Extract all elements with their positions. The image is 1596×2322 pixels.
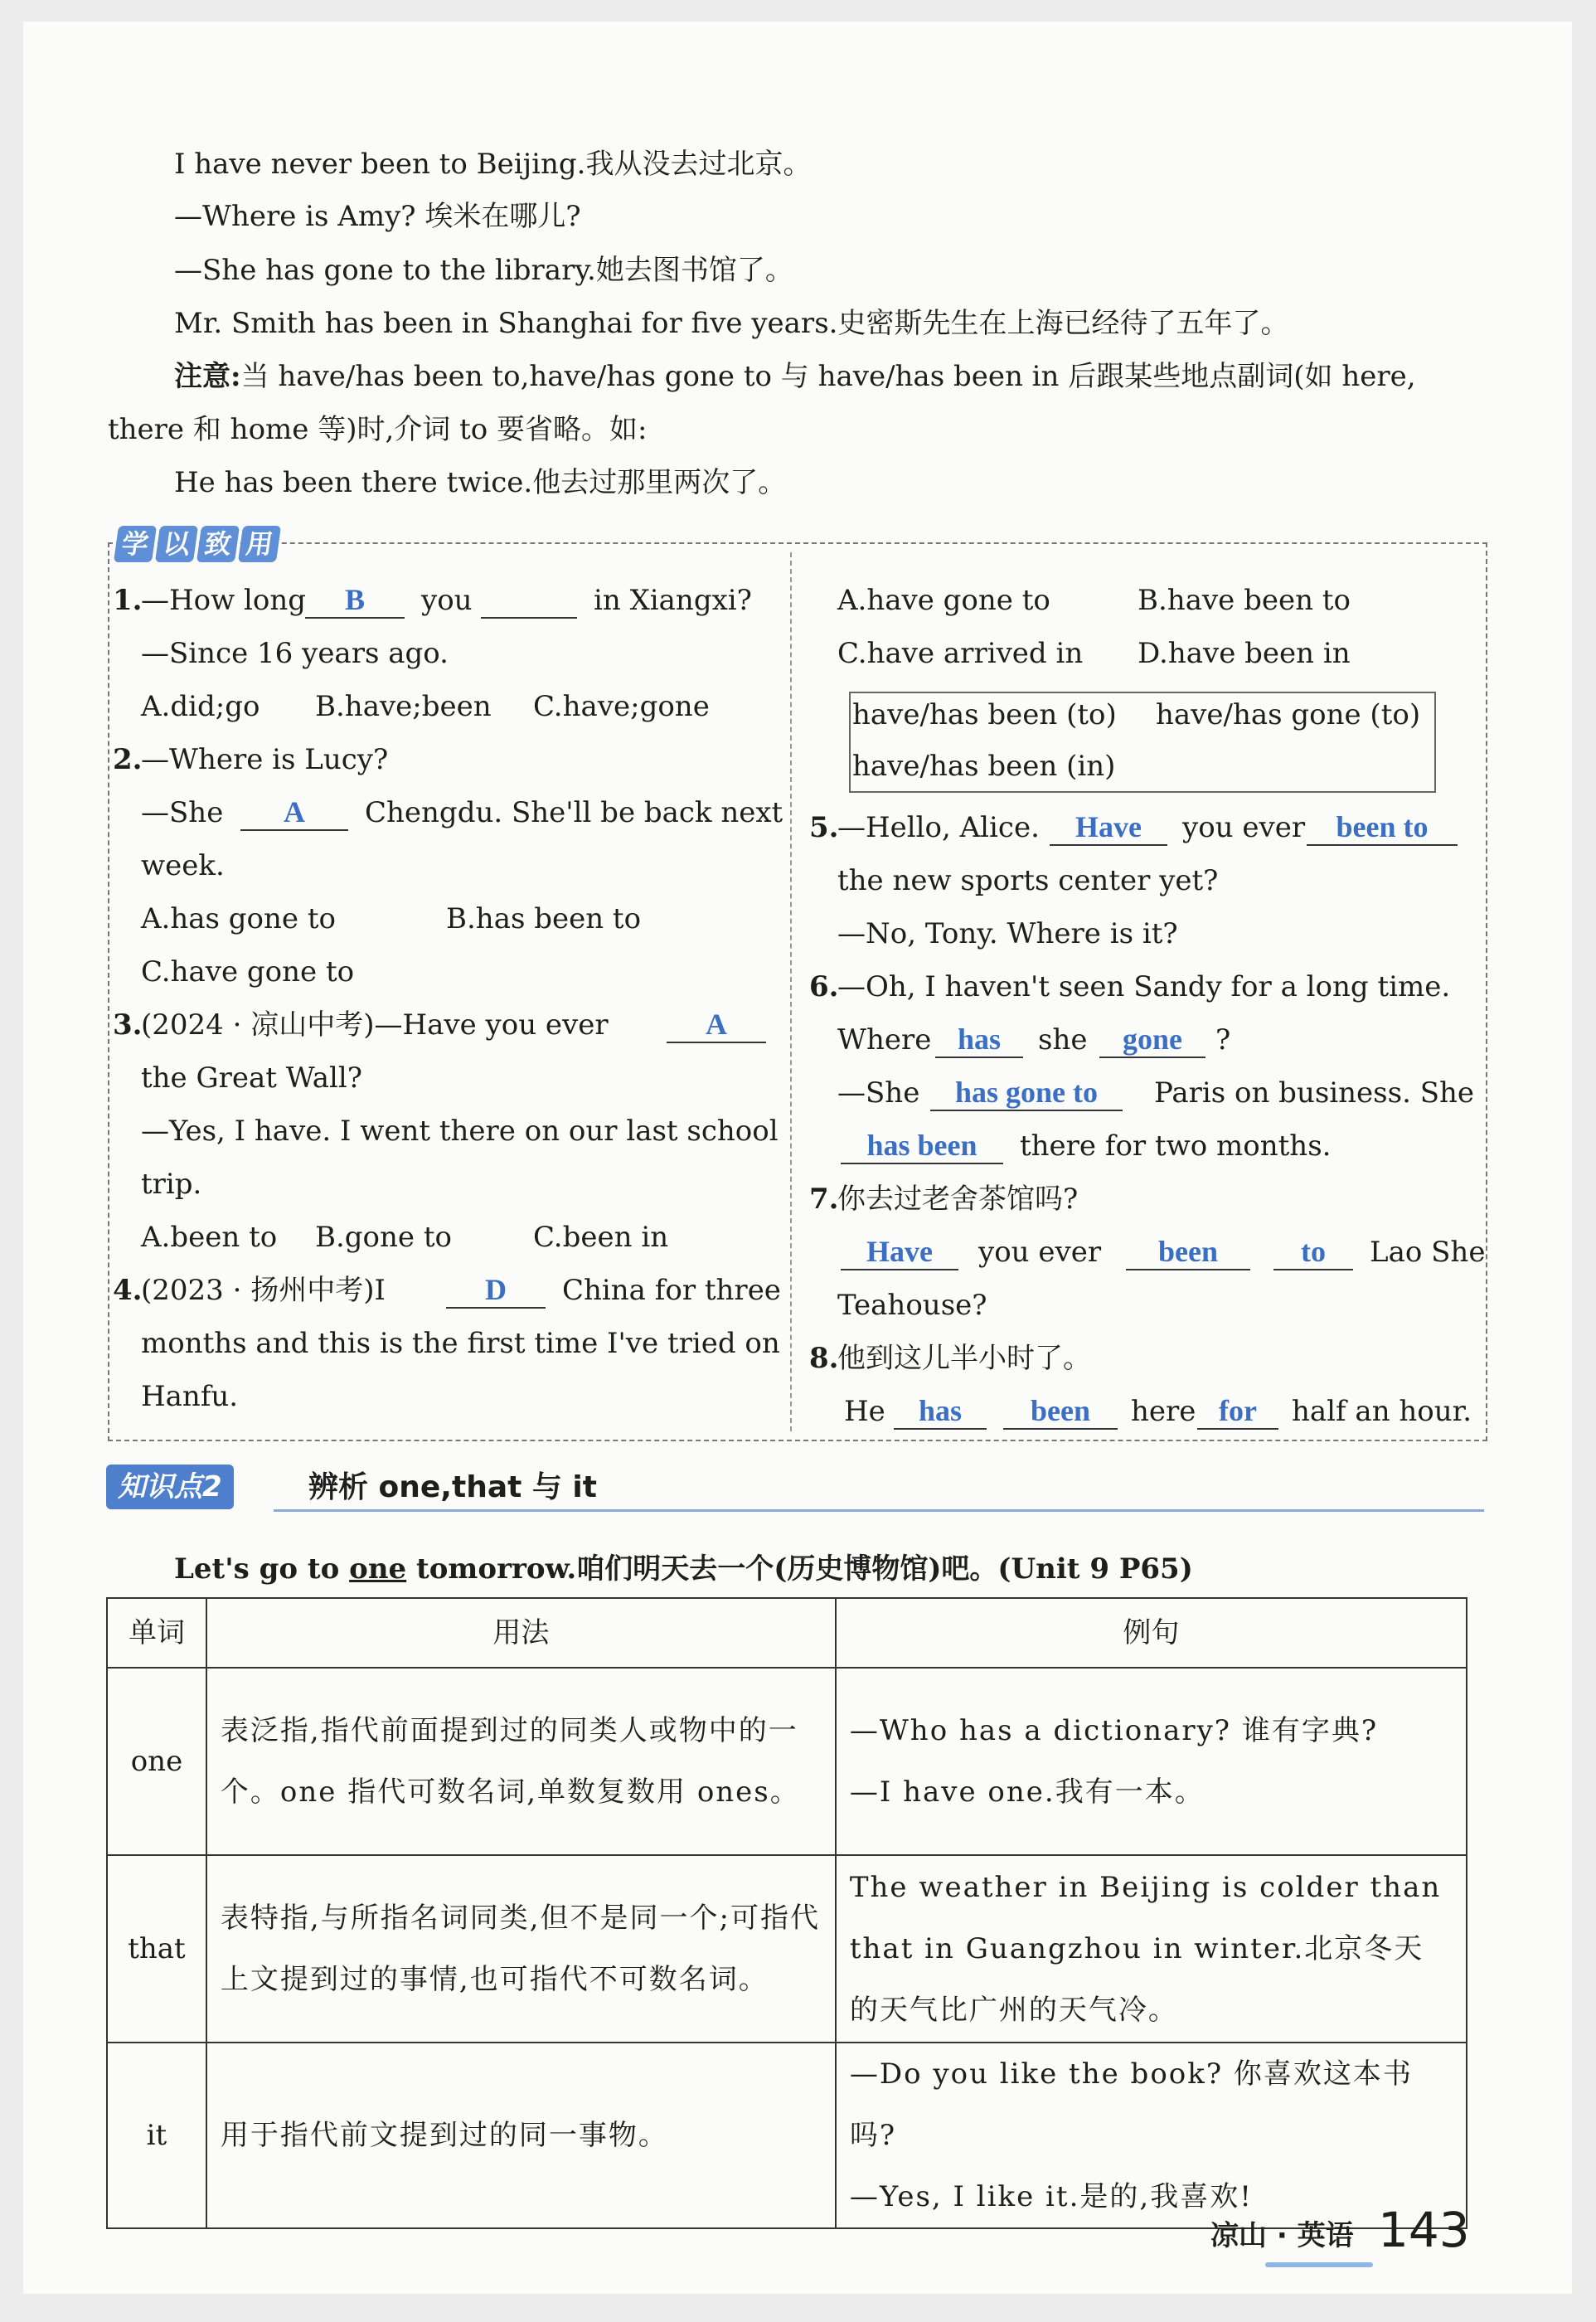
- practice-tag-char: 学: [114, 526, 157, 562]
- word-cell: one: [107, 1668, 206, 1855]
- header-usage: 用法: [206, 1598, 836, 1668]
- q5-text-a: —Hello, Alice.: [837, 811, 1040, 844]
- q3-line-4: trip.: [141, 1168, 202, 1201]
- q4-option-a: A.have gone to: [837, 584, 1050, 617]
- example-cell: [836, 1668, 1467, 1855]
- comparison-table: [106, 1597, 1467, 2229]
- intro-line-3: —She has gone to the library.她去图书馆了。: [174, 254, 793, 287]
- q4-line-2: months and this is the first time I've tried on: [141, 1327, 780, 1360]
- knowledge-title: 辨析 one,that 与 it: [308, 1470, 597, 1504]
- example-line-2: —I have one.我有一本。: [849, 1776, 1205, 1809]
- q1-text-c: in Xiangxi?: [594, 584, 752, 617]
- knowledge-point-tag: 知识点2: [106, 1465, 234, 1509]
- q5-blank-1[interactable]: [1050, 808, 1167, 846]
- example-line-1: The weather in Beijing is colder than that in Guangzhou in winter.北京冬天的天气比广州的天气冷。: [849, 1871, 1442, 2027]
- table-header-row: [107, 1598, 1467, 1668]
- practice-tag-char: 用: [238, 526, 281, 562]
- q8-line-1: 他到这儿半小时了。: [837, 1342, 1091, 1375]
- q1-option-c: C.have;gone: [533, 690, 710, 723]
- q2-text-b: Chengdu. She'll be back next: [365, 796, 783, 829]
- q4-option-d: D.have been in: [1138, 637, 1351, 670]
- word-cell: it: [107, 2043, 206, 2228]
- q8-text-a: He: [844, 1395, 885, 1428]
- example-cell: [836, 2043, 1467, 2228]
- q8-blank-1[interactable]: [894, 1392, 987, 1430]
- q2-option-c: C.have gone to: [141, 955, 355, 989]
- q8-text-b: here: [1131, 1395, 1196, 1428]
- q2-text-a: —She: [141, 796, 224, 829]
- q1-option-a: A.did;go: [141, 690, 260, 723]
- q7-answer-3: to: [1301, 1235, 1326, 1268]
- footer-accent: [1265, 2262, 1373, 2267]
- q2-line-3: week.: [141, 849, 225, 882]
- q2-line-1: —Where is Lucy?: [141, 743, 389, 776]
- q6-text-c: ?: [1215, 1023, 1231, 1057]
- q3-number: 3.: [113, 1008, 143, 1042]
- usage-cell: 用于指代前文提到过的同一事物。: [206, 2043, 836, 2228]
- q7-blank-1[interactable]: [841, 1232, 958, 1270]
- usage-cell: 表泛指,指代前面提到过的同类人或物中的一个。one 指代可数名词,单数复数用 ones。: [206, 1668, 836, 1855]
- q1-blank-2[interactable]: [481, 580, 577, 619]
- q3-blank[interactable]: [667, 1005, 766, 1043]
- q1-option-b: B.have;been: [315, 690, 492, 723]
- tip-row-1a: have/has been (to): [852, 698, 1117, 731]
- q3-option-b: B.gone to: [315, 1221, 452, 1254]
- q8-answer-1: has: [918, 1394, 963, 1427]
- q1-blank-1[interactable]: [305, 580, 405, 619]
- knowledge-example-b: tomorrow.咱们明天去一个(历史博物馆)吧。(Unit 9 P65): [416, 1552, 1193, 1586]
- q5-blank-2[interactable]: [1307, 808, 1458, 846]
- knowledge-example-one: one: [349, 1552, 407, 1586]
- note-label: 注意:: [174, 360, 241, 393]
- q1-text-a: —How long: [141, 584, 307, 617]
- practice-tag-char: 以: [155, 526, 198, 562]
- word-cell: that: [107, 1855, 206, 2043]
- q8-answer-2: been: [1031, 1394, 1090, 1427]
- knowledge-example: [174, 1551, 1193, 1587]
- q4-line-3: Hanfu.: [141, 1380, 239, 1413]
- q6-line-1: —Oh, I haven't seen Sandy for a long time.: [837, 970, 1451, 1003]
- q6-text-e: Paris on business. She: [1154, 1076, 1475, 1110]
- q6-text-a: Where: [837, 1023, 932, 1057]
- q5-answer-1: Have: [1075, 810, 1142, 843]
- q6-blank-1[interactable]: [935, 1020, 1023, 1058]
- q6-text-f: there for two months.: [1020, 1129, 1332, 1163]
- q1-text-b: you: [421, 584, 473, 617]
- example-line-1: —Do you like the book? 你喜欢这本书吗?: [849, 2057, 1413, 2152]
- q4-number: 4.: [113, 1274, 143, 1307]
- intro-line-1: I have never been to Beijing.我从没去过北京。: [174, 148, 812, 181]
- q1-number: 1.: [113, 584, 143, 617]
- q7-blank-2[interactable]: [1126, 1232, 1250, 1270]
- knowledge-example-a: Let's go to: [174, 1552, 340, 1586]
- tip-row-2: have/has been (in): [852, 750, 1116, 783]
- q6-answer-2: gone: [1123, 1023, 1182, 1056]
- example-line-1: —Who has a dictionary? 谁有字典?: [849, 1714, 1379, 1747]
- usage-cell: 表特指,与所指名词同类,但不是同一个;可指代上文提到过的事情,也可指代不可数名词。: [206, 1855, 836, 2043]
- q3-option-c: C.been in: [533, 1221, 669, 1254]
- note-line-1: [174, 358, 1416, 395]
- q7-number: 7.: [809, 1183, 839, 1216]
- practice-tag: [116, 526, 279, 562]
- q6-blank-2[interactable]: [1099, 1020, 1205, 1058]
- q3-answer: A: [706, 1008, 727, 1041]
- q8-blank-2[interactable]: [1003, 1392, 1118, 1430]
- q1-line-2: —Since 16 years ago.: [141, 637, 449, 670]
- q7-blank-3[interactable]: [1273, 1232, 1353, 1270]
- q7-line-3: Teahouse?: [837, 1289, 987, 1322]
- intro-line-2: —Where is Amy? 埃米在哪儿?: [174, 200, 581, 233]
- q4-option-c: C.have arrived in: [837, 637, 1084, 670]
- q2-option-a: A.has gone to: [141, 902, 336, 935]
- footer-subject: 凉山 · 英语: [1210, 2219, 1354, 2252]
- header-word: 单词: [107, 1598, 206, 1668]
- table-row: [107, 1668, 1467, 1855]
- q5-line-2: the new sports center yet?: [837, 864, 1219, 897]
- page-number: 143: [1378, 2202, 1470, 2258]
- example-line-2: —Yes, I like it.是的,我喜欢!: [849, 2180, 1253, 2213]
- q2-answer: A: [284, 795, 305, 828]
- q3-line-2: the Great Wall?: [141, 1061, 363, 1095]
- q6-answer-1: has: [957, 1023, 1002, 1056]
- q5-text-b: you ever: [1182, 811, 1306, 844]
- q2-number: 2.: [113, 743, 143, 776]
- q4-option-b: B.have been to: [1138, 584, 1351, 617]
- q8-answer-3: for: [1219, 1394, 1257, 1427]
- q8-blank-3[interactable]: [1197, 1392, 1278, 1430]
- table-row: [107, 2043, 1467, 2228]
- q8-number: 8.: [809, 1342, 839, 1375]
- q5-number: 5.: [809, 811, 839, 844]
- q7-text-b: Lao She: [1370, 1236, 1486, 1269]
- q6-blank-3[interactable]: [930, 1073, 1123, 1111]
- q6-number: 6.: [809, 970, 839, 1003]
- workbook-page: [23, 22, 1572, 2294]
- q6-answer-3: has gone to: [954, 1076, 1099, 1109]
- intro-line-4: Mr. Smith has been in Shanghai for five years.史密斯先生在上海已经待了五年了。: [174, 307, 1289, 340]
- q6-blank-4[interactable]: [841, 1126, 1003, 1164]
- q1-answer-1: B: [344, 583, 365, 616]
- note-text-1: 当 have/has been to,have/has gone to 与 have/has been in 后跟某些地点副词(如 here,: [240, 360, 1416, 393]
- q3-text-a: (2024 · 凉山中考)—Have you ever: [141, 1008, 609, 1042]
- q8-text-c: half an hour.: [1292, 1395, 1472, 1428]
- q4-text-b: China for three: [562, 1274, 781, 1307]
- practice-tag-char: 致: [196, 526, 240, 562]
- q7-text-a: you ever: [978, 1236, 1102, 1269]
- q7-answer-2: been: [1158, 1235, 1218, 1268]
- q6-text-b: she: [1038, 1023, 1088, 1057]
- q5-answer-2: been to: [1336, 810, 1429, 843]
- q6-answer-4: has been: [866, 1129, 977, 1162]
- header-example: 例句: [836, 1598, 1467, 1668]
- q2-option-b: B.has been to: [446, 902, 642, 935]
- note-line-2: there 和 home 等)时,介词 to 要省略。如:: [108, 413, 648, 446]
- knowledge-underline: [274, 1509, 1484, 1512]
- q5-line-3: —No, Tony. Where is it?: [837, 917, 1178, 950]
- q6-text-d: —She: [837, 1076, 920, 1110]
- q2-blank[interactable]: [240, 793, 348, 831]
- q4-text-a: (2023 · 扬州中考)I: [141, 1274, 386, 1307]
- q7-answer-1: Have: [866, 1235, 933, 1268]
- table-row: [107, 1855, 1467, 2043]
- tip-row-1b: have/has gone (to): [1156, 698, 1421, 731]
- intro-line-5: He has been there twice.他去过那里两次了。: [174, 466, 787, 499]
- q7-line-1: 你去过老舍茶馆吗?: [837, 1183, 1079, 1216]
- q4-answer: D: [485, 1273, 507, 1306]
- q4-blank[interactable]: [446, 1270, 546, 1309]
- q3-line-3: —Yes, I have. I went there on our last school: [141, 1115, 779, 1148]
- practice-divider: [790, 552, 792, 1431]
- example-cell: [836, 1855, 1467, 2043]
- q3-option-a: A.been to: [141, 1221, 278, 1254]
